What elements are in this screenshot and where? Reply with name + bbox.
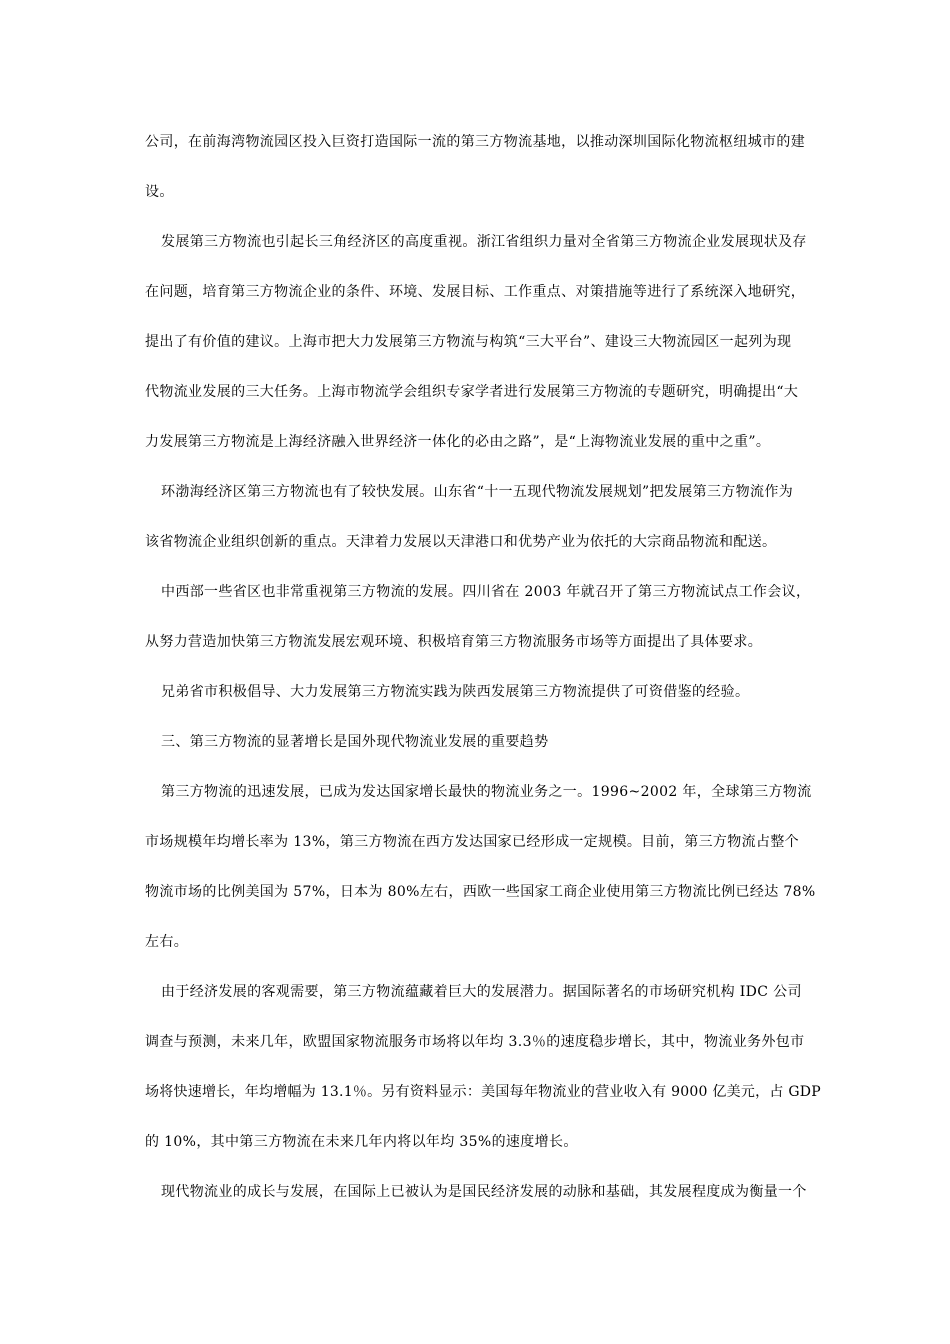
section-heading: 三、第三方物流的显著增长是国外现代物流业发展的重要趋势	[161, 734, 549, 750]
text-line: 在问题，培育第三方物流企业的条件、环境、发展目标、工作重点、对策措施等进行了系统深入地研究，	[145, 284, 806, 300]
text-line: 该省物流企业组织创新的重点。天津着力发展以天津港口和优势产业为依托的大宗商品物流和配送。	[145, 534, 777, 550]
paragraph-first-line: 兄弟省市积极倡导、大力发展第三方物流实践为陕西发展第三方物流提供了可资借鉴的经验。	[161, 684, 750, 700]
text-line: 市场规模年均增长率为 13%，第三方物流在西方发达国家已经形成一定规模。目前，第三方物流占整个	[145, 834, 800, 850]
text-line: 提出了有价值的建议。上海市把大力发展第三方物流与构筑“三大平台”、建设三大物流园区一起列为现	[145, 334, 792, 350]
paragraph-first-line: 由于经济发展的客观需要，第三方物流蕴藏着巨大的发展潜力。据国际著名的市场研究机构 IDC 公司	[161, 984, 802, 1000]
text-line: 代物流业发展的三大任务。上海市物流学会组织专家学者进行发展第三方物流的专题研究，明确提出“大	[145, 384, 799, 400]
text-line: 公司，在前海湾物流园区投入巨资打造国际一流的第三方物流基地，以推动深圳国际化物流枢纽城市的建	[145, 134, 806, 150]
text-line: 物流市场的比例美国为 57%，日本为 80%左右，西欧一些国家工商企业使用第三方物流比例已经达 78%	[145, 884, 816, 900]
text-line: 从努力营造加快第三方物流发展宏观环境、积极培育第三方物流服务市场等方面提出了具体要求。	[145, 634, 763, 650]
paragraph-first-line: 环渤海经济区第三方物流也有了较快发展。山东省“十一五现代物流发展规划”把发展第三方物流作为	[161, 484, 794, 500]
text-line: 场将快速增长，年均增幅为 13.1％。另有资料显示：美国每年物流业的营业收入有 9000 亿美元，占 GDP	[145, 1084, 821, 1100]
paragraph-first-line: 现代物流业的成长与发展，在国际上已被认为是国民经济发展的动脉和基础，其发展程度成为衡量一个	[161, 1184, 807, 1200]
text-line: 的 10%，其中第三方物流在未来几年内将以年均 35%的速度增长。	[145, 1134, 578, 1150]
text-line: 调查与预测，未来几年，欧盟国家物流服务市场将以年均 3.3％的速度稳步增长，其中，物流业务外包市	[145, 1034, 805, 1050]
paragraph-first-line: 第三方物流的迅速发展，已成为发达国家增长最快的物流业务之一。1996~2002 年，全球第三方物流	[161, 784, 812, 800]
text-line: 左右。	[145, 934, 189, 950]
text-line: 设。	[145, 184, 174, 200]
paragraph-first-line: 发展第三方物流也引起长三角经济区的高度重视。浙江省组织力量对全省第三方物流企业发展现状及存	[161, 234, 807, 250]
paragraph-first-line: 中西部一些省区也非常重视第三方物流的发展。四川省在 2003 年就召开了第三方物流试点工作会议，	[161, 584, 811, 600]
text-line: 力发展第三方物流是上海经济融入世界经济一体化的必由之路”，是“上海物流业发展的重中之重”。	[145, 434, 771, 450]
